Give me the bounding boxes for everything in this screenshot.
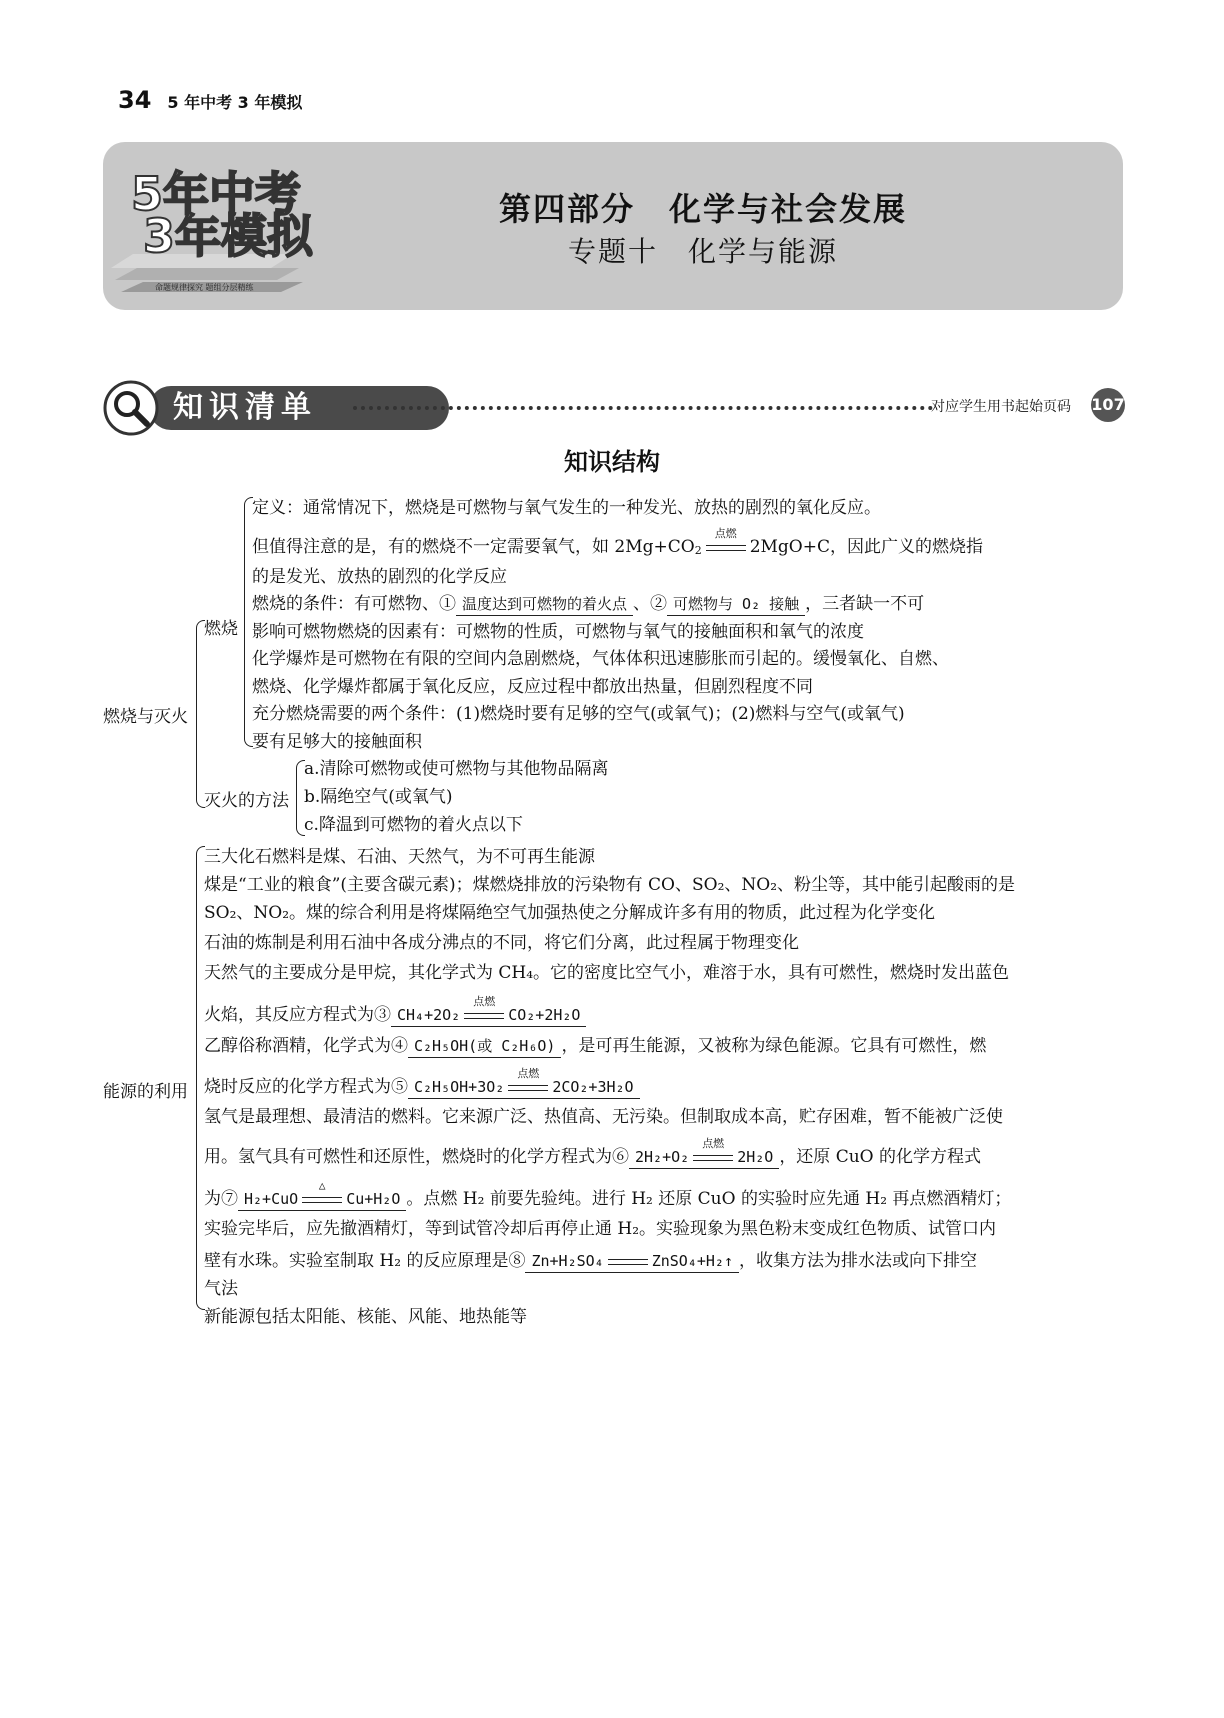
hydrogen-combustion: 用。氢气具有可燃性和还原性，燃烧时的化学方程式为⑥ 2H₂+O₂ 点燃 2H₂O ，还原 CuO 的化学方程式 [204, 1137, 982, 1167]
chemical-explosion: 化学爆炸是可燃物在有限的空间内急剧燃烧，气体体积迅速膨胀而引起的。缓慢氧化、自燃、 [252, 649, 949, 669]
book-title: 5 年中考 3 年模拟 [167, 93, 303, 112]
root-energy-use: 能源的利用 [103, 1082, 188, 1102]
running-header [118, 86, 302, 116]
node-extinguish: 灭火的方法 [204, 791, 289, 811]
answer-2: 可燃物与 O₂ 接触 [667, 593, 805, 616]
equation-sign: 点燃 [706, 536, 746, 558]
chemical-explosion-cont: 燃烧、化学爆炸都属于氧化反应，反应过程中都放出热量，但剧烈程度不同 [252, 677, 813, 697]
new-energy: 新能源包括太阳能、核能、风能、地热能等 [204, 1307, 527, 1327]
answer-3: CH₄+2O₂ 点燃 CO₂+2H₂O [391, 1004, 586, 1027]
petroleum: 石油的炼制是利用石油中各成分沸点的不同，将它们分离，此过程属于物理变化 [204, 933, 799, 953]
hydrogen-reduction: 为⑦ H₂+CuO △ Cu+H₂O 。点燃 H₂ 前要先验纯。进行 H₂ 还原 CuO 的实验时应先通 H₂ 再点燃酒精灯； [204, 1179, 1012, 1209]
full-combustion: 充分燃烧需要的两个条件：(1)燃烧时要有足够的空气(或氧气)；(2)燃料与空气(或氧气) [252, 704, 905, 724]
logo-tagline: 命题规律探究 题组分层精练 [155, 283, 254, 292]
combustion-definition: 定义：通常情况下，燃烧是可燃物与氧气发生的一种发光、放热的剧烈的氧化反应。 [252, 498, 881, 518]
fossil-fuels: 三大化石燃料是煤、石油、天然气，为不可再生能源 [204, 847, 595, 867]
answer-7: H₂+CuO △ Cu+H₂O [238, 1188, 406, 1211]
ethanol-equation: 烧时反应的化学方程式为⑤ C₂H₅OH+3O₂ 点燃 2CO₂+3H₂O [204, 1076, 640, 1099]
extinguish-c: c.降温到可燃物的着火点以下 [304, 815, 523, 835]
chapter-banner [103, 142, 1123, 310]
coal-cont: SO₂、NO₂。煤的综合利用是将煤隔绝空气加强热使之分解成许多有用的物质，此过程为化学变化 [204, 903, 936, 923]
extinguish-a: a.清除可燃物或使可燃物与其他物品隔离 [304, 759, 609, 779]
answer-4: C₂H₅OH(或 C₂H₆O) [408, 1035, 561, 1058]
natural-gas: 天然气的主要成分是甲烷，其化学式为 CH₄。它的密度比空气小，难溶于水，具有可燃性，燃烧时发出蓝色 [204, 963, 1010, 983]
coal: 煤是“工业的粮食”(主要含碳元素)；煤燃烧排放的污染物有 CO、SO₂、NO₂、粉尘等，其中能引起酸雨的是 [204, 875, 1016, 895]
node-combustion: 燃烧 [204, 619, 238, 639]
combustion-note-cont: 的是发光、放热的剧烈的化学反应 [252, 567, 507, 587]
hydrogen: 氢气是最理想、最清洁的燃料。它来源广泛、热值高、无污染。但制取成本高，贮存困难，暂不能被广泛使 [204, 1107, 1003, 1127]
reference-page-badge: 107 [1091, 388, 1125, 422]
ethanol: 乙醇俗称酒精，化学式为④ C₂H₅OH(或 C₂H₆O) ，是可再生能源，又被称为绿色能源。它具有可燃性，燃 [204, 1036, 987, 1056]
full-combustion-cont: 要有足够大的接触面积 [252, 732, 422, 752]
answer-6: 2H₂+O₂ 点燃 2H₂O [629, 1146, 779, 1169]
hydrogen-preparation: 壁有水珠。实验室制取 H₂ 的反应原理是⑧ Zn+H₂SO₄ ZnSO₄+H₂↑ ，收集方法为排水法或向下排空 [204, 1251, 977, 1271]
hydrogen-experiment: 实验完毕后，应先撤酒精灯，等到试管冷却后再停止通 H₂。实验现象为黑色粉末变成红色物质、试管口内 [204, 1219, 997, 1239]
answer-1: 温度达到可燃物的着火点 [456, 593, 633, 616]
dotted-leader [353, 406, 933, 410]
brace-combustion-root [196, 620, 205, 808]
structure-title: 知识结构 [564, 448, 660, 476]
answer-5: C₂H₅OH+3O₂ 点燃 2CO₂+3H₂O [408, 1076, 640, 1099]
section-header [103, 380, 1123, 436]
part-title: 第四部分 化学与社会发展 [498, 190, 907, 228]
answer-8: Zn+H₂SO₄ ZnSO₄+H₂↑ [525, 1250, 739, 1273]
reference-note: 对应学生用书起始页码 [931, 399, 1071, 415]
page-number: 34 [118, 86, 152, 114]
logo-line1: 5年中考 [131, 167, 302, 221]
combustion-factors: 影响可燃物燃烧的因素有：可燃物的性质，可燃物与氧气的接触面积和氧气的浓度 [252, 622, 864, 642]
logo-line2: 3年模拟 [143, 209, 314, 263]
root-combustion-extinguish: 燃烧与灭火 [103, 707, 188, 727]
magnifier-icon [103, 380, 163, 436]
combustion-note: 但值得注意的是，有的燃烧不一定需要氧气，如 $2Mg+CO_2$ 点燃 2MgO+C，因此广义的燃烧指 [252, 527, 983, 557]
topic-title: 专题十 化学与能源 [567, 235, 838, 268]
extinguish-b: b.隔绝空气(或氧气) [304, 787, 453, 807]
combustion-conditions: 燃烧的条件：有可燃物、① 温度达到可燃物的着火点 、② 可燃物与 O₂ 接触 ，三者缺一不可 [252, 594, 925, 614]
hydrogen-preparation-cont: 气法 [204, 1279, 238, 1299]
section-title: 知识清单 [173, 390, 317, 425]
natural-gas-equation: 火焰，其反应方程式为③ CH₄+2O₂ 点燃 CO₂+2H₂O [204, 1004, 586, 1027]
